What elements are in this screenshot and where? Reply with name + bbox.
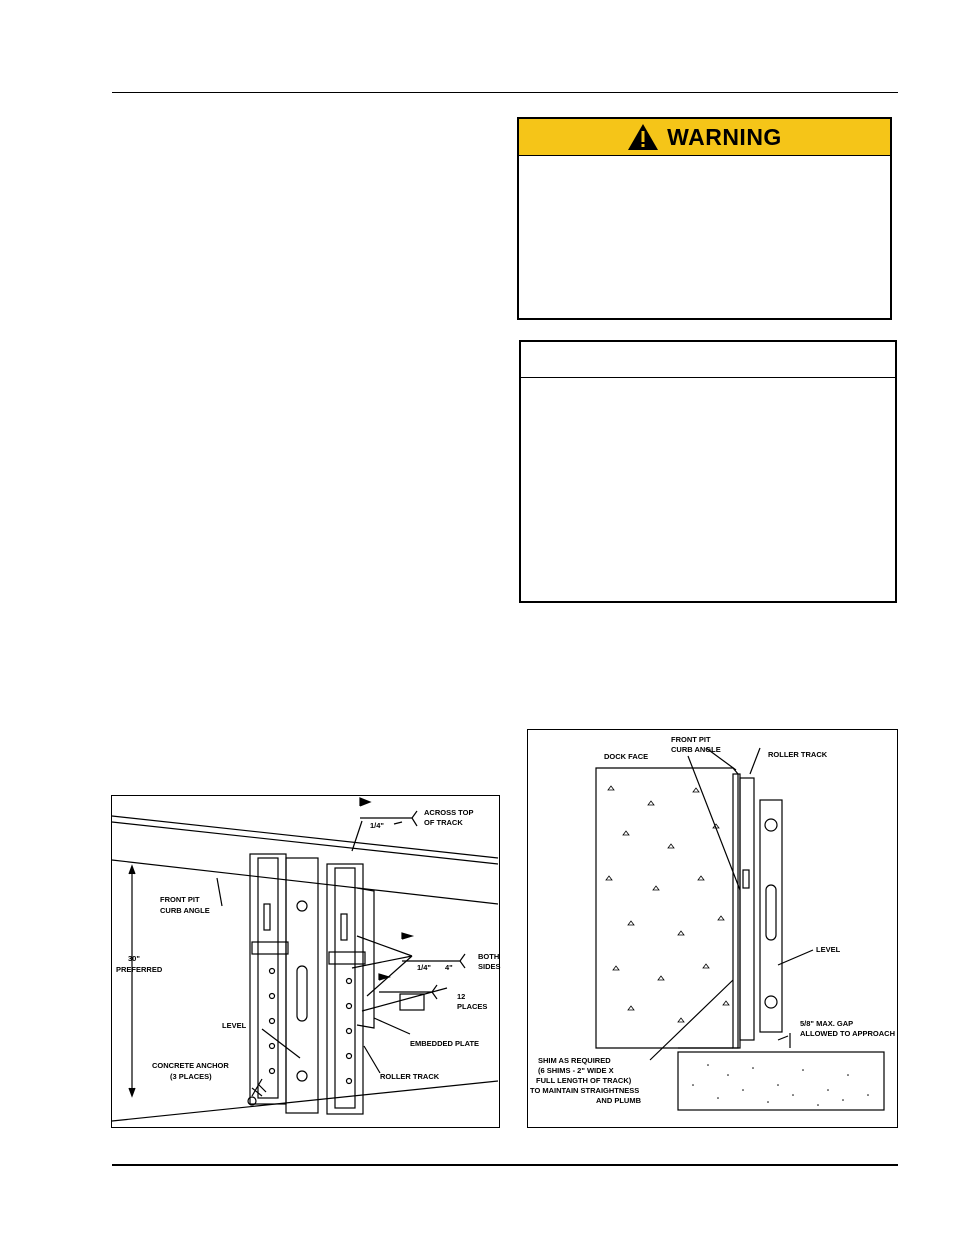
label-anchor-2: (3 PLACES) [170, 1072, 212, 1081]
label-shim-4: TO MAINTAIN STRAIGHTNESS [530, 1086, 640, 1095]
label-shim-1: SHIM AS REQUIRED [538, 1056, 611, 1065]
label-sides-text: SIDES [478, 962, 501, 971]
warning-box [517, 117, 892, 320]
label-across-top-1: ACROSS TOP [424, 808, 474, 817]
label-curb-left-2: CURB ANGLE [160, 906, 210, 915]
label-gap-2: ALLOWED TO APPROACH [800, 1029, 895, 1038]
label-across-top-2: OF TRACK [424, 818, 463, 827]
label-weld-side-b: 4" [445, 963, 453, 972]
label-roller-left: ROLLER TRACK [380, 1072, 440, 1081]
warning-header [519, 119, 890, 156]
track-installation-drawing [112, 796, 501, 1126]
notice-box [519, 340, 897, 603]
label-curb-right-2: CURB ANGLE [671, 745, 721, 754]
label-level-right: LEVEL [816, 945, 841, 954]
label-roller-right: ROLLER TRACK [768, 750, 828, 759]
label-gap-1: 5/8" MAX. GAP [800, 1019, 854, 1028]
label-dock-face: DOCK FACE [604, 752, 649, 761]
label-embedded-plate: EMBEDDED PLATE [410, 1039, 480, 1048]
label-curb-left-1: FRONT PIT [160, 895, 200, 904]
figure-track-installation [111, 795, 500, 1128]
header-rule [112, 92, 898, 93]
label-level-left: LEVEL [222, 1021, 247, 1030]
label-preferred: PREFERRED [116, 965, 163, 974]
label-weld-side-a: 1/4" [417, 963, 431, 972]
warning-title: WARNING [667, 123, 782, 150]
footer-rule [112, 1164, 898, 1166]
label-shim-5: AND PLUMB [596, 1096, 641, 1105]
notice-header [521, 342, 895, 378]
label-both: BOTH [478, 952, 500, 961]
warning-triangle-icon [627, 123, 659, 151]
label-weld-top: 1/4" [370, 821, 384, 830]
label-places: PLACES [457, 1002, 488, 1011]
label-12: 12 [457, 992, 466, 1001]
label-anchor-1: CONCRETE ANCHOR [152, 1061, 229, 1070]
label-shim-3: FULL LENGTH OF TRACK) [536, 1076, 632, 1085]
figure-track-side-view [527, 729, 898, 1128]
label-shim-2: (6 SHIMS - 2" WIDE X [538, 1066, 614, 1075]
track-side-view-drawing [528, 730, 896, 1126]
label-curb-right-1: FRONT PIT [671, 735, 711, 744]
label-30-in: 30" [128, 954, 140, 963]
